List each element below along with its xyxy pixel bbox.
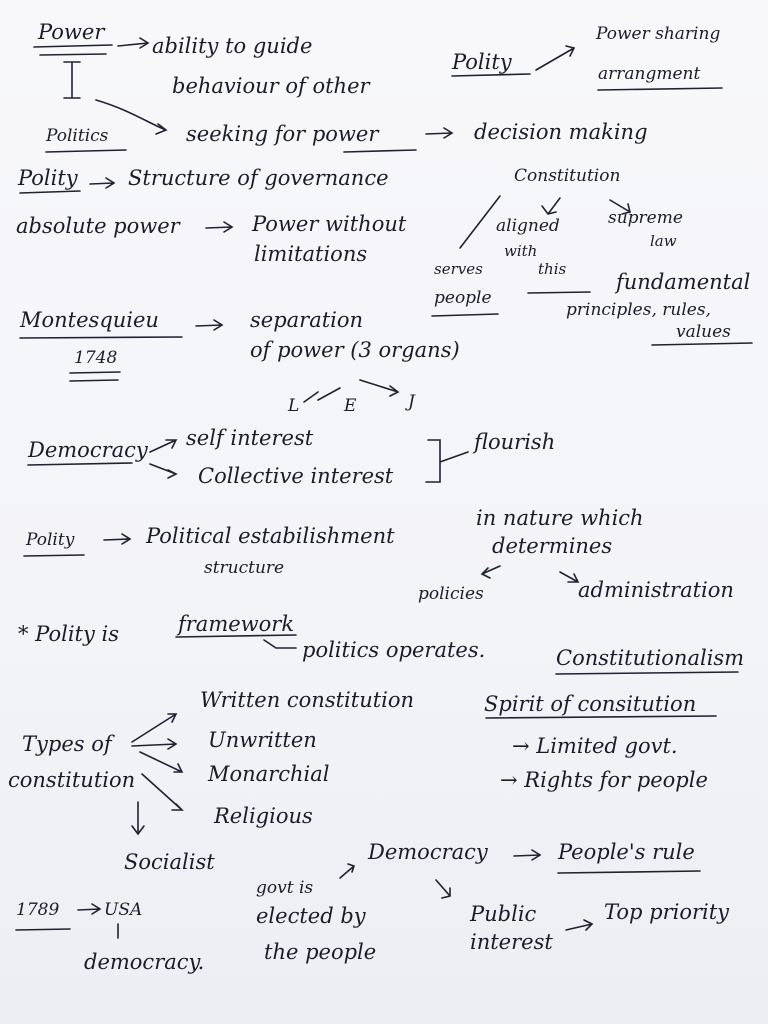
note-political-establishment: Political estabilishment	[146, 524, 395, 548]
note-power: Power	[38, 20, 105, 44]
arrow-montesquieu	[196, 320, 222, 330]
note-constitutionalism: Constitutionalism	[556, 646, 745, 670]
note-power-sharing-line1: Power sharing	[596, 24, 721, 44]
note-values: values	[676, 322, 731, 342]
note-administration: administration	[578, 578, 734, 602]
arrow-polity-structure	[90, 178, 114, 188]
arrows-democracy	[150, 440, 176, 478]
arrow-democracy-govt	[340, 864, 354, 878]
note-separation: separation	[250, 308, 364, 332]
note-absolute-power: absolute power	[16, 214, 180, 238]
arrow-polity-3	[104, 534, 130, 544]
arrow-top-priority	[566, 920, 592, 930]
note-law: law	[650, 232, 677, 250]
underline-power-2	[40, 54, 106, 55]
note-collective-interest: Collective interest	[198, 464, 394, 488]
note-polity-is: * Polity is	[18, 622, 120, 646]
note-monarchial: Monarchial	[208, 762, 330, 786]
arrow-framework	[264, 640, 296, 648]
underline-polity-2	[20, 191, 80, 193]
note-ability-line2: behaviour of other	[172, 74, 370, 98]
note-structure: structure	[204, 558, 285, 578]
note-supreme: supreme	[608, 208, 683, 228]
note-aligned: aligned	[496, 216, 560, 236]
note-ability-line1: ability to guide	[152, 34, 313, 58]
note-organ-e: E	[344, 396, 357, 416]
note-constitution: Constitution	[514, 166, 621, 186]
note-polity-2: Polity	[18, 166, 78, 190]
note-structure-governance: Structure of governance	[128, 166, 389, 190]
bracket-power-politics	[64, 62, 80, 98]
underline-1789	[16, 929, 70, 930]
note-framework: framework	[178, 612, 295, 636]
note-democracy-3: democracy.	[84, 950, 205, 974]
note-politics-operates: politics operates.	[302, 638, 486, 662]
underline-this	[528, 292, 590, 293]
note-this: this	[538, 260, 567, 278]
note-power-sharing-line2: arrangment	[598, 64, 701, 84]
arrow-peoples-rule	[514, 850, 540, 860]
note-self-interest: self interest	[186, 426, 314, 450]
note-policies: policies	[418, 584, 484, 604]
note-polity-3: Polity	[26, 530, 75, 550]
note-seeking-power: seeking for power	[186, 122, 379, 146]
note-year-1789: 1789	[16, 900, 60, 920]
underline-arrangment	[598, 88, 722, 90]
note-constitution-types: constitution	[8, 768, 136, 792]
note-types-of: Types of	[22, 732, 112, 756]
underline-values	[652, 343, 752, 345]
note-top-priority: Top priority	[604, 900, 730, 924]
note-politics: Politics	[46, 126, 109, 146]
note-montesquieu: Montesquieu	[20, 308, 159, 332]
note-the-people: the people	[264, 940, 377, 964]
note-limitations: limitations	[254, 242, 368, 266]
note-decision-making: decision making	[474, 120, 648, 144]
note-religious: Religious	[214, 804, 313, 828]
note-democracy-2: Democracy	[368, 840, 488, 864]
arrow-absolute	[206, 222, 232, 232]
note-serves: serves	[434, 260, 483, 278]
note-principles: principles, rules,	[566, 300, 711, 320]
note-written: Written constitution	[200, 688, 415, 712]
note-organ-l: L	[288, 396, 300, 416]
arrow-power-decision	[426, 128, 452, 138]
underline-spirit	[486, 716, 716, 718]
underline-constitutionalism	[556, 672, 738, 674]
note-fundamental: fundamental	[616, 270, 751, 294]
note-rights-people: → Rights for people	[500, 768, 708, 792]
underline-democracy	[28, 463, 132, 465]
underline-montesquieu	[20, 337, 182, 338]
note-people: people	[434, 288, 492, 308]
underline-power	[34, 45, 112, 47]
note-socialist: Socialist	[124, 850, 215, 874]
note-in-nature: in nature which	[476, 506, 644, 530]
note-organ-j: J	[408, 392, 415, 412]
arrow-polity-sharing	[536, 46, 574, 70]
note-limited-govt: → Limited govt.	[512, 734, 678, 758]
note-of-power-organs: of power (3 organs)	[250, 338, 460, 362]
arrow-1789	[78, 904, 100, 914]
underline-peoples-rule	[558, 871, 700, 873]
note-democracy: Democracy	[28, 438, 148, 462]
note-usa: USA	[104, 900, 143, 920]
note-public: Public	[470, 902, 537, 926]
bracket-flourish	[426, 440, 468, 482]
note-spirit: Spirit of consitution	[484, 692, 697, 716]
arrow-socialist	[132, 802, 144, 834]
note-elected-by: elected by	[256, 904, 366, 928]
underline-polity-3	[24, 555, 84, 556]
note-interest: interest	[470, 930, 553, 954]
arrow-democracy-public	[436, 880, 450, 898]
arrow-power-ability	[118, 38, 148, 48]
line-constitution-serves	[460, 196, 500, 248]
arrows-types	[132, 714, 182, 810]
underline-power-word	[344, 150, 416, 152]
note-govt-is: govt is	[256, 878, 314, 898]
note-polity-top: Polity	[452, 50, 512, 74]
note-with: with	[504, 242, 538, 260]
underline-polity	[452, 74, 530, 76]
note-flourish: flourish	[474, 430, 556, 454]
note-determines: determines	[492, 534, 613, 558]
underline-1748	[70, 372, 120, 373]
arrow-administration	[560, 572, 578, 582]
note-peoples-rule: People's rule	[558, 840, 695, 864]
arrow-policies	[482, 566, 500, 578]
underline-politics	[46, 150, 126, 152]
note-power-without: Power without	[252, 212, 407, 236]
underline-people	[432, 314, 498, 316]
note-year-1748: 1748	[74, 348, 118, 368]
note-unwritten: Unwritten	[208, 728, 317, 752]
underline-1748-2	[70, 380, 118, 381]
arrow-aligned	[542, 198, 560, 214]
